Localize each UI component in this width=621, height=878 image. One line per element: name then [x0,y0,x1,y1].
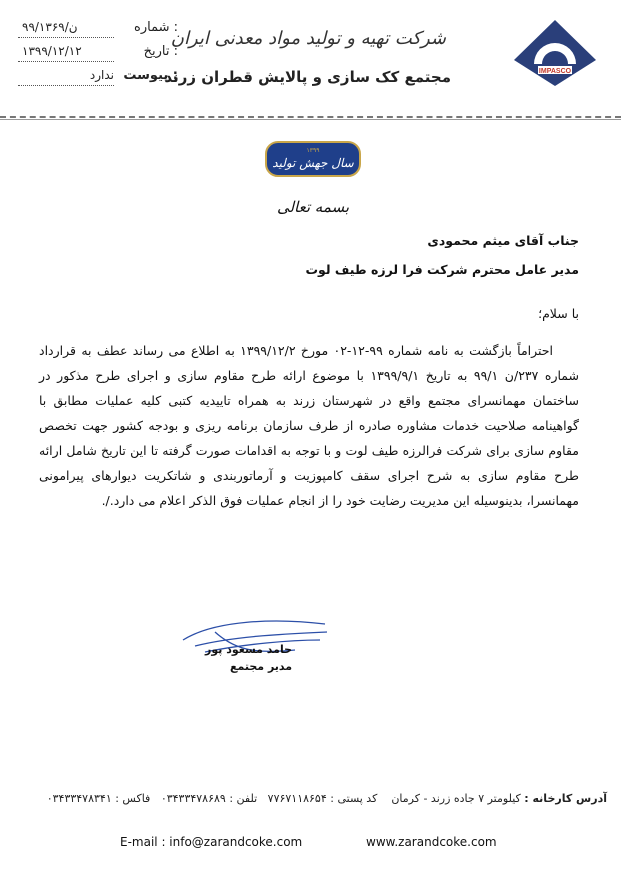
signatory-title: مدیر مجتمع [230,660,293,673]
emblem-year: ۱۳۹۹ [306,147,320,154]
number-row [18,14,178,38]
letter-body: احتراماً بازگشت به نامه شماره ۹۹-۱۲-۰۲ مورخ ۱۳۹۹/۱۲/۲ به اطلاع می رساند عطف به قرارداد شماره ۲۳۷/ن ۹۹/۱ به تاریخ ۱۳۹۹/۹/۱ با موضوع ارائه طرح مقاوم سازی و اجرای طرح مذکور در ساختمان مهمانسرای مجتمع واقع در شهرستان زرند به همراه تاییدیه کتبی کلیه عملیات مطابق با گواهینامه صلاحیت خدمات مشاوره صادره از طرف سازمان برنامه ریزی و بودجه کشور جهت تخصص مقاوم سازی برای شرکت فرالرزه طیف لوت و با توجه به اقدامات صورت گرفته تا این تاریخ شامل ارائه طرح مقاوم سازی به شرح اجرای سقف کامپوزیت و آرماتوربندی و شاتکریت دیوارهای پیرامونی مهمانسرا، بدینوسیله این مدیریت رضایت خود را از انجام عملیات فوق الذکر اعلام می دارد./. [39,343,579,508]
letter-meta [18,14,178,86]
footer-address-line [47,792,607,805]
date-label: : تاریخ [143,44,178,59]
header-divider [0,116,621,118]
number-label: : شماره [134,20,178,35]
company-name: شرکت تهیه و تولید مواد معدنی ایران [170,28,446,49]
recipient-name: جناب آقای میثم محمودی [427,233,579,248]
phone-label: تلفن : [229,792,258,805]
attachment-row [18,62,178,86]
fax-label: فاکس : [115,792,151,805]
bismillah-text: بسمه تعالی [276,198,350,216]
attachment-label: : پیوست [123,68,178,83]
signatory-name: حامد مسعود پور [205,643,292,656]
postal-code: ۷۷۶۷۱۱۸۶۵۴ [267,792,327,805]
recipient-title: مدیر عامل محترم شرکت فرا لرزه طیف لوت [305,262,579,277]
address-label: آدرس کارخانه : [524,792,607,805]
attachment-value: ندارد [18,65,114,86]
impasco-logo [512,18,598,88]
postal-label: کد پستی : [330,792,378,805]
emblem-slogan: سال جهش تولید [272,156,354,170]
date-row [18,38,178,62]
footer-email[interactable]: E-mail : info@zarandcoke.com [120,835,303,849]
fax-number: ۰۳۴۳۳۴۷۸۳۴۱ [46,792,112,805]
phone-number: ۰۳۴۳۳۴۷۸۶۸۹ [160,792,226,805]
letter-number: ۹۹/۱ن/۳۶۹ [18,17,114,38]
logo-text: IMPASCO [538,68,572,75]
header-divider-thin [0,119,621,120]
letter-date: ۱۳۹۹/۱۲/۱۲ [18,41,114,62]
address-text: کیلومتر ۷ جاده زرند - کرمان [391,792,521,805]
footer-website[interactable]: www.zarandcoke.com [366,835,497,849]
year-slogan-emblem [258,134,368,224]
complex-name: مجتمع کک سازی و پالایش قطران زرند [164,68,451,86]
greeting: با سلام؛ [538,306,579,321]
